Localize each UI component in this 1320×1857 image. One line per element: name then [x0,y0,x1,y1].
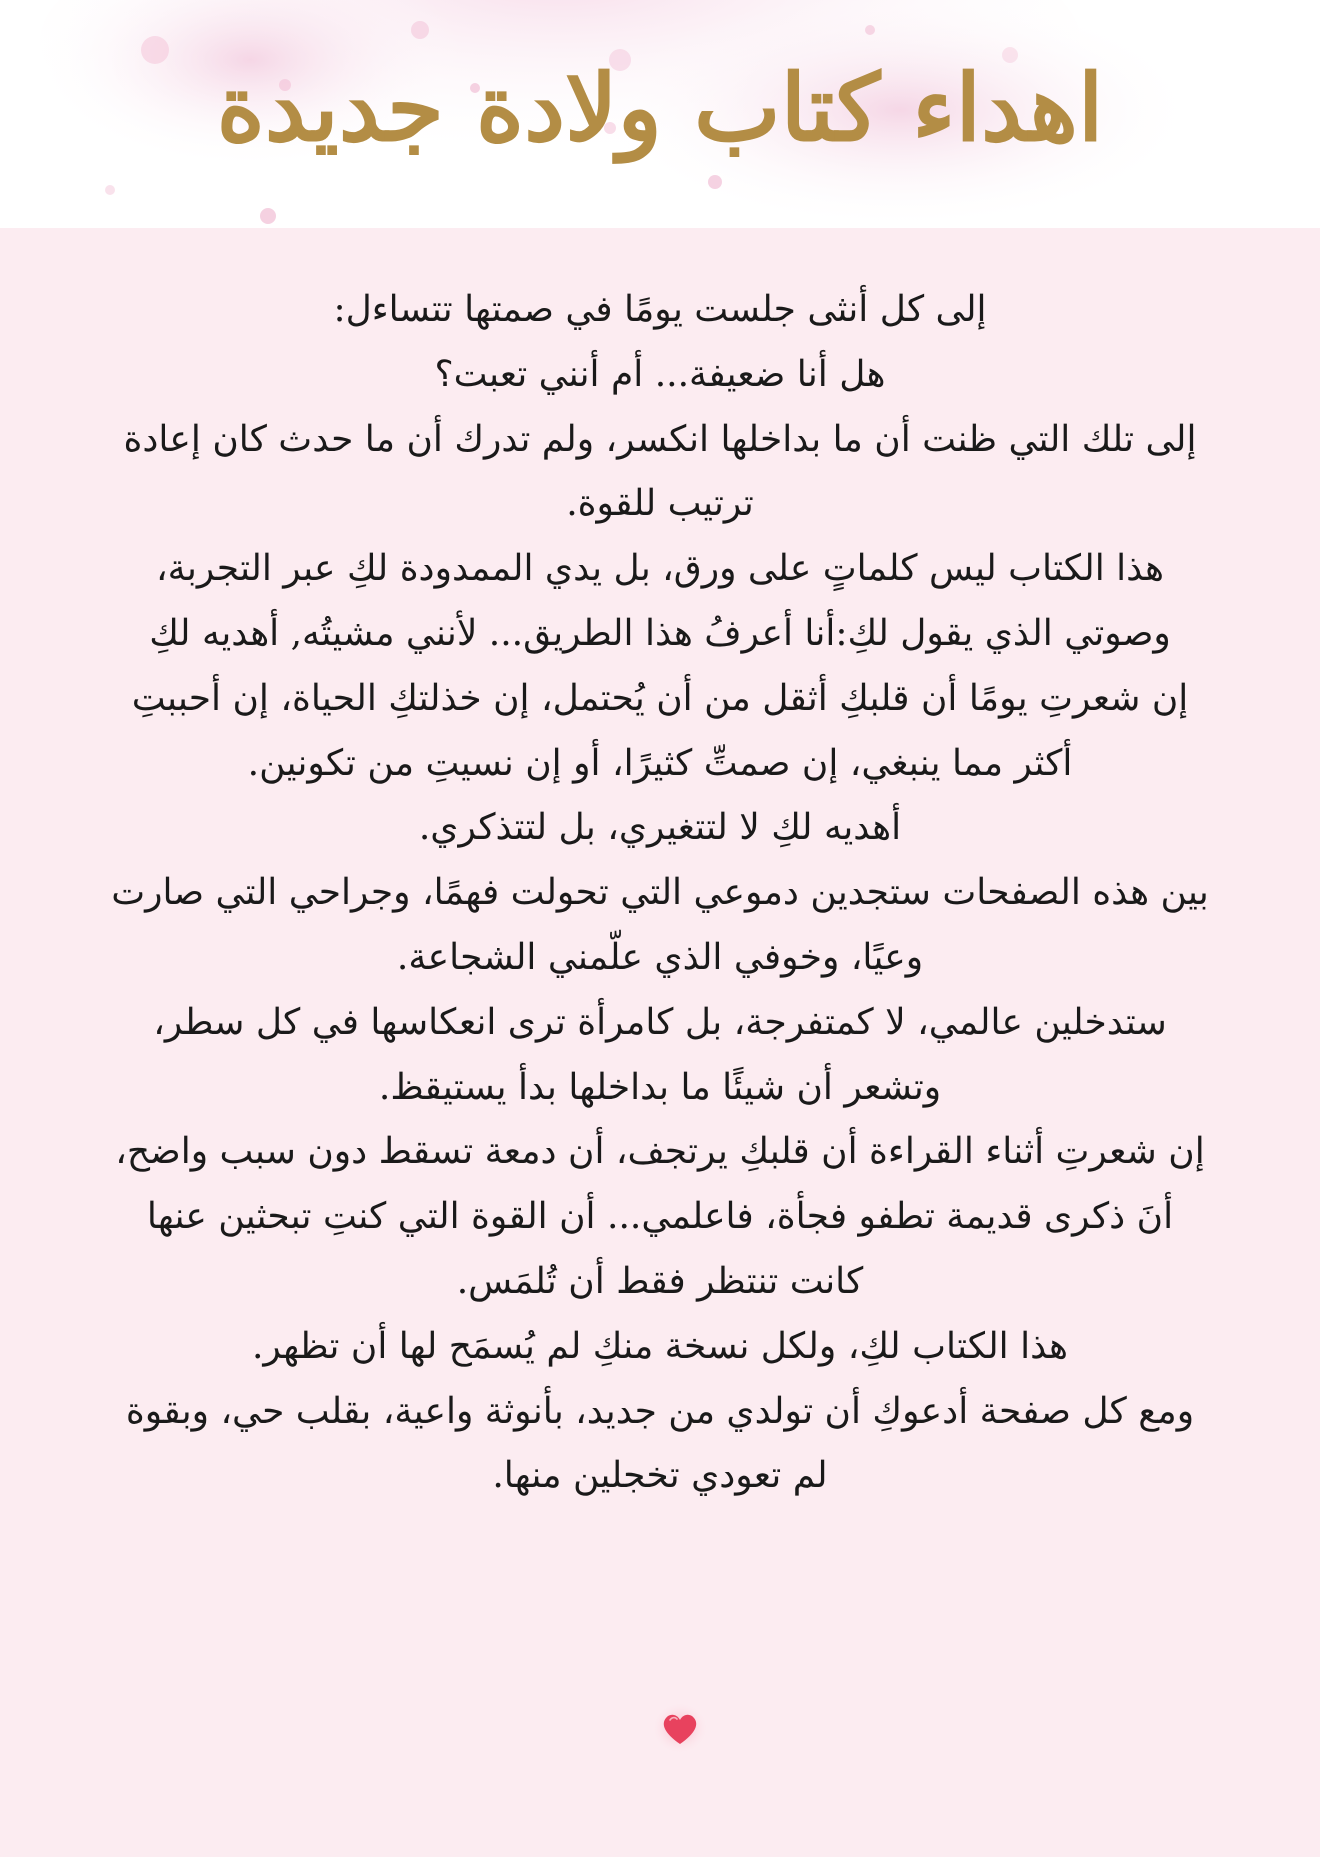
paragraph-1: إلى كل أنثى جلست يومًا في صمتها تتساءل: [333,289,987,330]
paragraph-10: هذا الكتاب لكِ، ولكل نسخة منكِ لم يُسمَح لها أن تظهر. [251,1325,1068,1367]
header-banner [0,0,1320,228]
paragraph-2: هل أنا ضعيفة... أم أنني تعبت؟ [434,353,886,395]
paragraph-7: بين هذه الصفحات ستجدين دموعي التي تحولت فهمًا، وجراحي التي صارت وعيًا، وخوفي الذي علّمني الشجاعة. [111,872,1209,978]
paragraph-11: ومع كل صفحة أدعوكِ أن تولدي من جديد، بأنوثة واعية، بقلب حي، وبقوة لم تعودي تخجلين منها. [125,1390,1195,1497]
paragraph-5: إن شعرتِ يومًا أن قلبكِ أثقل من أن يُحتمل، إن خذلتكِ الحياة، إن أحببتِ أكثر مما ينبغي، إن صمتِّ كثيرًا، أو إن نسيتِ من تكونين. [131,677,1189,784]
paragraph-8: ستدخلين عالمي، لا كمتفرجة، بل كامرأة ترى انعكاسها في كل سطر، وتشعر أن شيئًا ما بداخلها بدأ يستيقظ. [153,1001,1167,1108]
paragraph-6: أهديه لكِ لا لتتغيري، بل لتتذكري. [418,807,902,849]
page-title: اهداء كتاب ولادة جديدة [216,54,1104,162]
paragraph-3: إلى تلك التي ظنت أن ما بداخلها انكسر، ولم تدرك أن ما حدث كان إعادة ترتيب للقوة. [123,418,1197,525]
heart-icon [654,1704,706,1752]
paragraph-4: هذا الكتاب ليس كلماتٍ على ورق، بل يدي الممدودة لكِ عبر التجربة، وصوتي الذي يقول لكِ:أنا أعرفُ هذا الطريق... لأنني مشيتُه, أهديه لكِ [149,548,1171,654]
dedication-text [110,278,1210,1509]
paragraph-9: إن شعرتِ أثناء القراءة أن قلبكِ يرتجف، أن دمعة تسقط دون سبب واضح، أنَ ذكرى قديمة تطفو فجأة، فاعلمي... أن القوة التي كنتِ تبحثين عنها كانت تنتظر فقط أن تُلمَس. [115,1131,1205,1302]
